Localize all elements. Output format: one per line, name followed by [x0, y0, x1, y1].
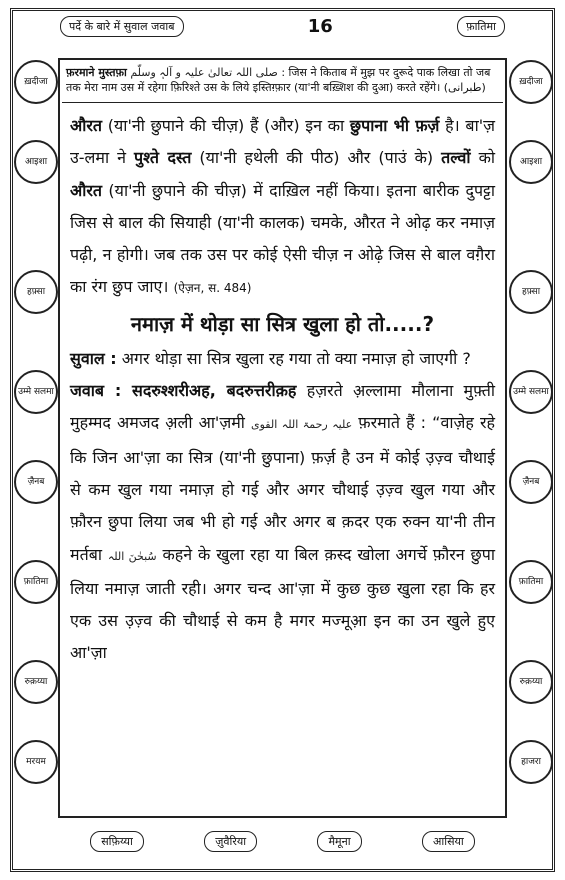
bold-term: औरत	[70, 116, 103, 135]
page-footer	[60, 826, 505, 856]
question-text: अगर थोड़ा सा सित्र खुला रह गया तो क्या नमाज़ हो जाएगी ?	[116, 348, 471, 368]
reference: (ऐज़न, स. 484)	[173, 281, 252, 296]
border-medallion: मरयम	[14, 740, 58, 784]
question-label: सुवाल :	[70, 348, 117, 368]
footer-tab: आसिया	[422, 831, 475, 852]
main-content	[70, 110, 495, 670]
border-medallion: ज़ैनब	[509, 460, 553, 504]
answer-label: जवाब : सदरुश्शरीअह, बदरुत्तरीक़ह	[70, 381, 297, 401]
text-span: “वाज़ेह रहे कि जिन आ'ज़ा का सित्र (या'नी छुपाना) फ़र्ज़ है उन में कोई उ़ज़्व चौथाई से कम खुल गया नमाज़ हो गई और अगर चौथाई उ़ज़्व खुल गया और फ़ौरन छुपा लिया जब भी हो गई और अगर ब क़दर एक रुक्न या'नी तीन मर्तबा	[70, 413, 496, 564]
border-medallion: उम्मे सलमा	[14, 370, 58, 414]
notice-text: : जिस ने किताब में मुझ पर दुरूदे पाक लिखा तो जब तक मेरा नाम उस में रहेगा फ़िरिश्ते उस के लिये इस्तिग़्फ़ार (या'नी बख़्शिश की दुआ) करते रहेंगे। (طبرانی)	[66, 66, 491, 94]
border-medallion: ज़ैनब	[14, 460, 58, 504]
border-medallion: फ़ातिमा	[14, 560, 58, 604]
paragraph-1	[70, 110, 495, 305]
hadith-notice	[62, 63, 503, 103]
page-number: 16	[307, 15, 333, 37]
border-medallion: हफ़्सा	[509, 270, 553, 314]
text-span: है। बा'ज़ उ-लमा ने	[70, 116, 495, 168]
footer-tab: ज़ुवैरिया	[204, 831, 257, 852]
header-name-tab: फ़ातिमा	[457, 16, 505, 37]
border-medallion: फ़ातिमा	[509, 560, 553, 604]
text-span: फ़रमाते हैं :	[352, 413, 433, 433]
question	[70, 343, 495, 375]
border-medallion: आइशा	[14, 140, 58, 184]
bold-term: छुपाना भी फ़र्ज़	[349, 116, 440, 135]
text-span: (या'नी छुपाने की चीज़) में दाख़िल नहीं किया। इतना बारीक दुपट्टा जिस से बाल की सियाही (या'नी कालक) चमके, औरत ने ओढ़ कर नमाज़ पढ़ी, न होगी। जब तक उस पर कोई ऐसी चीज़ न ओढ़े जिस से बाल वग़ैरा का रंग छुप जाए।	[70, 180, 495, 297]
answer	[70, 375, 495, 670]
text-span: कहने के खुला रहा या बिल क़स्द खोला अगर्चे फ़ौरन छुपा लिया नमाज़ जाती रही। अगर चन्द आ'ज़ा में कुछ कुछ खुला रहा कि हर एक उस उ़ज़्व की चौथाई से कम है मगर मज्मूआ़ इन का उन खुले हुए आ'ज़ा	[70, 544, 495, 663]
header-book-title: पर्दे के बारे में सुवाल जवाब	[60, 16, 184, 37]
footer-tab: सफ़िय्या	[90, 831, 144, 852]
notice-arabic: صلی اللہ تعالیٰ علیہ و آلہٖ وسلّم	[130, 66, 278, 79]
border-medallion: ख़दीजा	[509, 60, 553, 104]
page-header	[60, 12, 505, 40]
border-medallion: हफ़्सा	[14, 270, 58, 314]
border-medallion: रुक़य्या	[509, 660, 553, 704]
text-span: को	[470, 148, 496, 168]
bold-term: औरत	[70, 180, 103, 200]
bold-term: पुश्ते दस्त	[134, 148, 192, 168]
border-medallion: रुक़य्या	[14, 660, 58, 704]
bold-term: तल्वों	[441, 148, 471, 168]
notice-label: फ़रमाने मुस्तफ़ा	[66, 66, 127, 79]
arabic-honorific: علیہ رحمۃ اللہ القوی	[251, 418, 353, 432]
border-medallion: हाजरा	[509, 740, 553, 784]
section-heading: नमाज़ में थोड़ा सा सित्र खुला हो तो.....?	[130, 311, 435, 336]
text-span: (या'नी हथेली की पीठ) और (पाउं के)	[191, 148, 442, 168]
border-medallion: ख़दीजा	[14, 60, 58, 104]
arabic-phrase: سُبحٰنَ اللہ	[107, 549, 157, 563]
text-span: हज़रते अ़ल्लामा मौलाना मुफ़्ती मुहम्मद अमजद अ़ली आ'ज़मी	[70, 381, 495, 433]
footer-tab: मैमूना	[317, 831, 361, 852]
text-span: (या'नी छुपाने की चीज़) हैं (और) इन का	[102, 116, 350, 135]
border-medallion: उम्मे सलमा	[509, 370, 553, 414]
border-medallion: आइशा	[509, 140, 553, 184]
